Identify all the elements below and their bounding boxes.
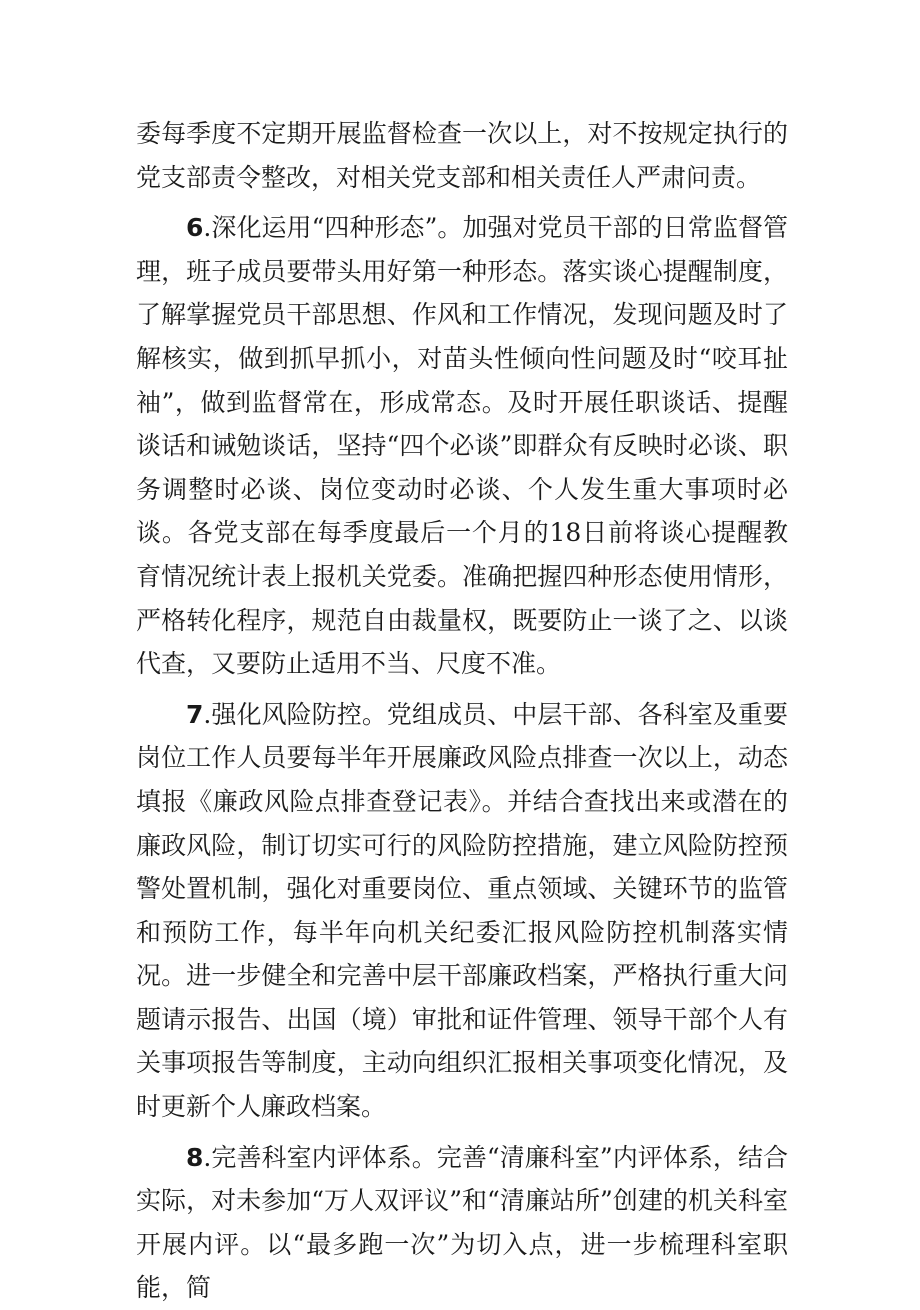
paragraph-item-7 <box>136 693 788 1129</box>
paragraph-text: .深化运用“四种形态”。加强对党员干部的日常监督管理，班子成员要带头用好第一种形态。落实谈心提醒制度，了解掌握党员干部思想、作风和工作情况，发现问题及时了解核实，做到抓早抓小，对苗头性倾向性问题及时“咬耳扯袖”，做到监督常在，形成常态。及时开展任职谈话、提醒谈话和诫勉谈话，坚持“四个必谈”即群众有反映时必谈、职务调整时必谈、岗位变动时必谈、个人发生重大事项时必谈。各党支部在每季度最后一个月的18日前将谈心提醒教育情况统计表上报机关党委。准确把握四种形态使用情形，严格转化程序，规范自由裁量权，既要防止一谈了之、以谈代查，又要防止适用不当、尺度不准。 <box>136 213 788 679</box>
paragraph-continuation <box>136 112 788 199</box>
paragraph-text: 委每季度不定期开展监督检查一次以上，对不按规定执行的党支部责令整改，对相关党支部和相关责任人严肃问责。 <box>136 119 788 192</box>
item-number: 7 <box>186 699 204 729</box>
paragraph-text: .完善科室内评体系。完善“清廉科室”内评体系，结合实际，对未参加“万人双评议”和“清廉站所”创建的机关科室开展内评。以“最多跑一次”为切入点，进一步梳理科室职能，简 <box>136 1142 788 1303</box>
paragraph-item-8 <box>136 1136 788 1310</box>
document-body <box>136 112 788 1310</box>
item-number: 8 <box>186 1142 204 1172</box>
paragraph-text: .强化风险防控。党组成员、中层干部、各科室及重要岗位工作人员要每半年开展廉政风险点排查一次以上，动态填报《廉政风险点排查登记表》。并结合查找出来或潜在的廉政风险，制订切实可行的风险防控措施，建立风险防控预警处置机制，强化对重要岗位、重点领域、关键环节的监管和预防工作，每半年向机关纪委汇报风险防控机制落实情况。进一步健全和完善中层干部廉政档案，严格执行重大问题请示报告、出国（境）审批和证件管理、领导干部个人有关事项报告等制度，主动向组织汇报相关事项变化情况，及时更新个人廉政档案。 <box>136 699 788 1122</box>
paragraph-item-6 <box>136 206 788 686</box>
item-number: 6 <box>186 213 204 243</box>
